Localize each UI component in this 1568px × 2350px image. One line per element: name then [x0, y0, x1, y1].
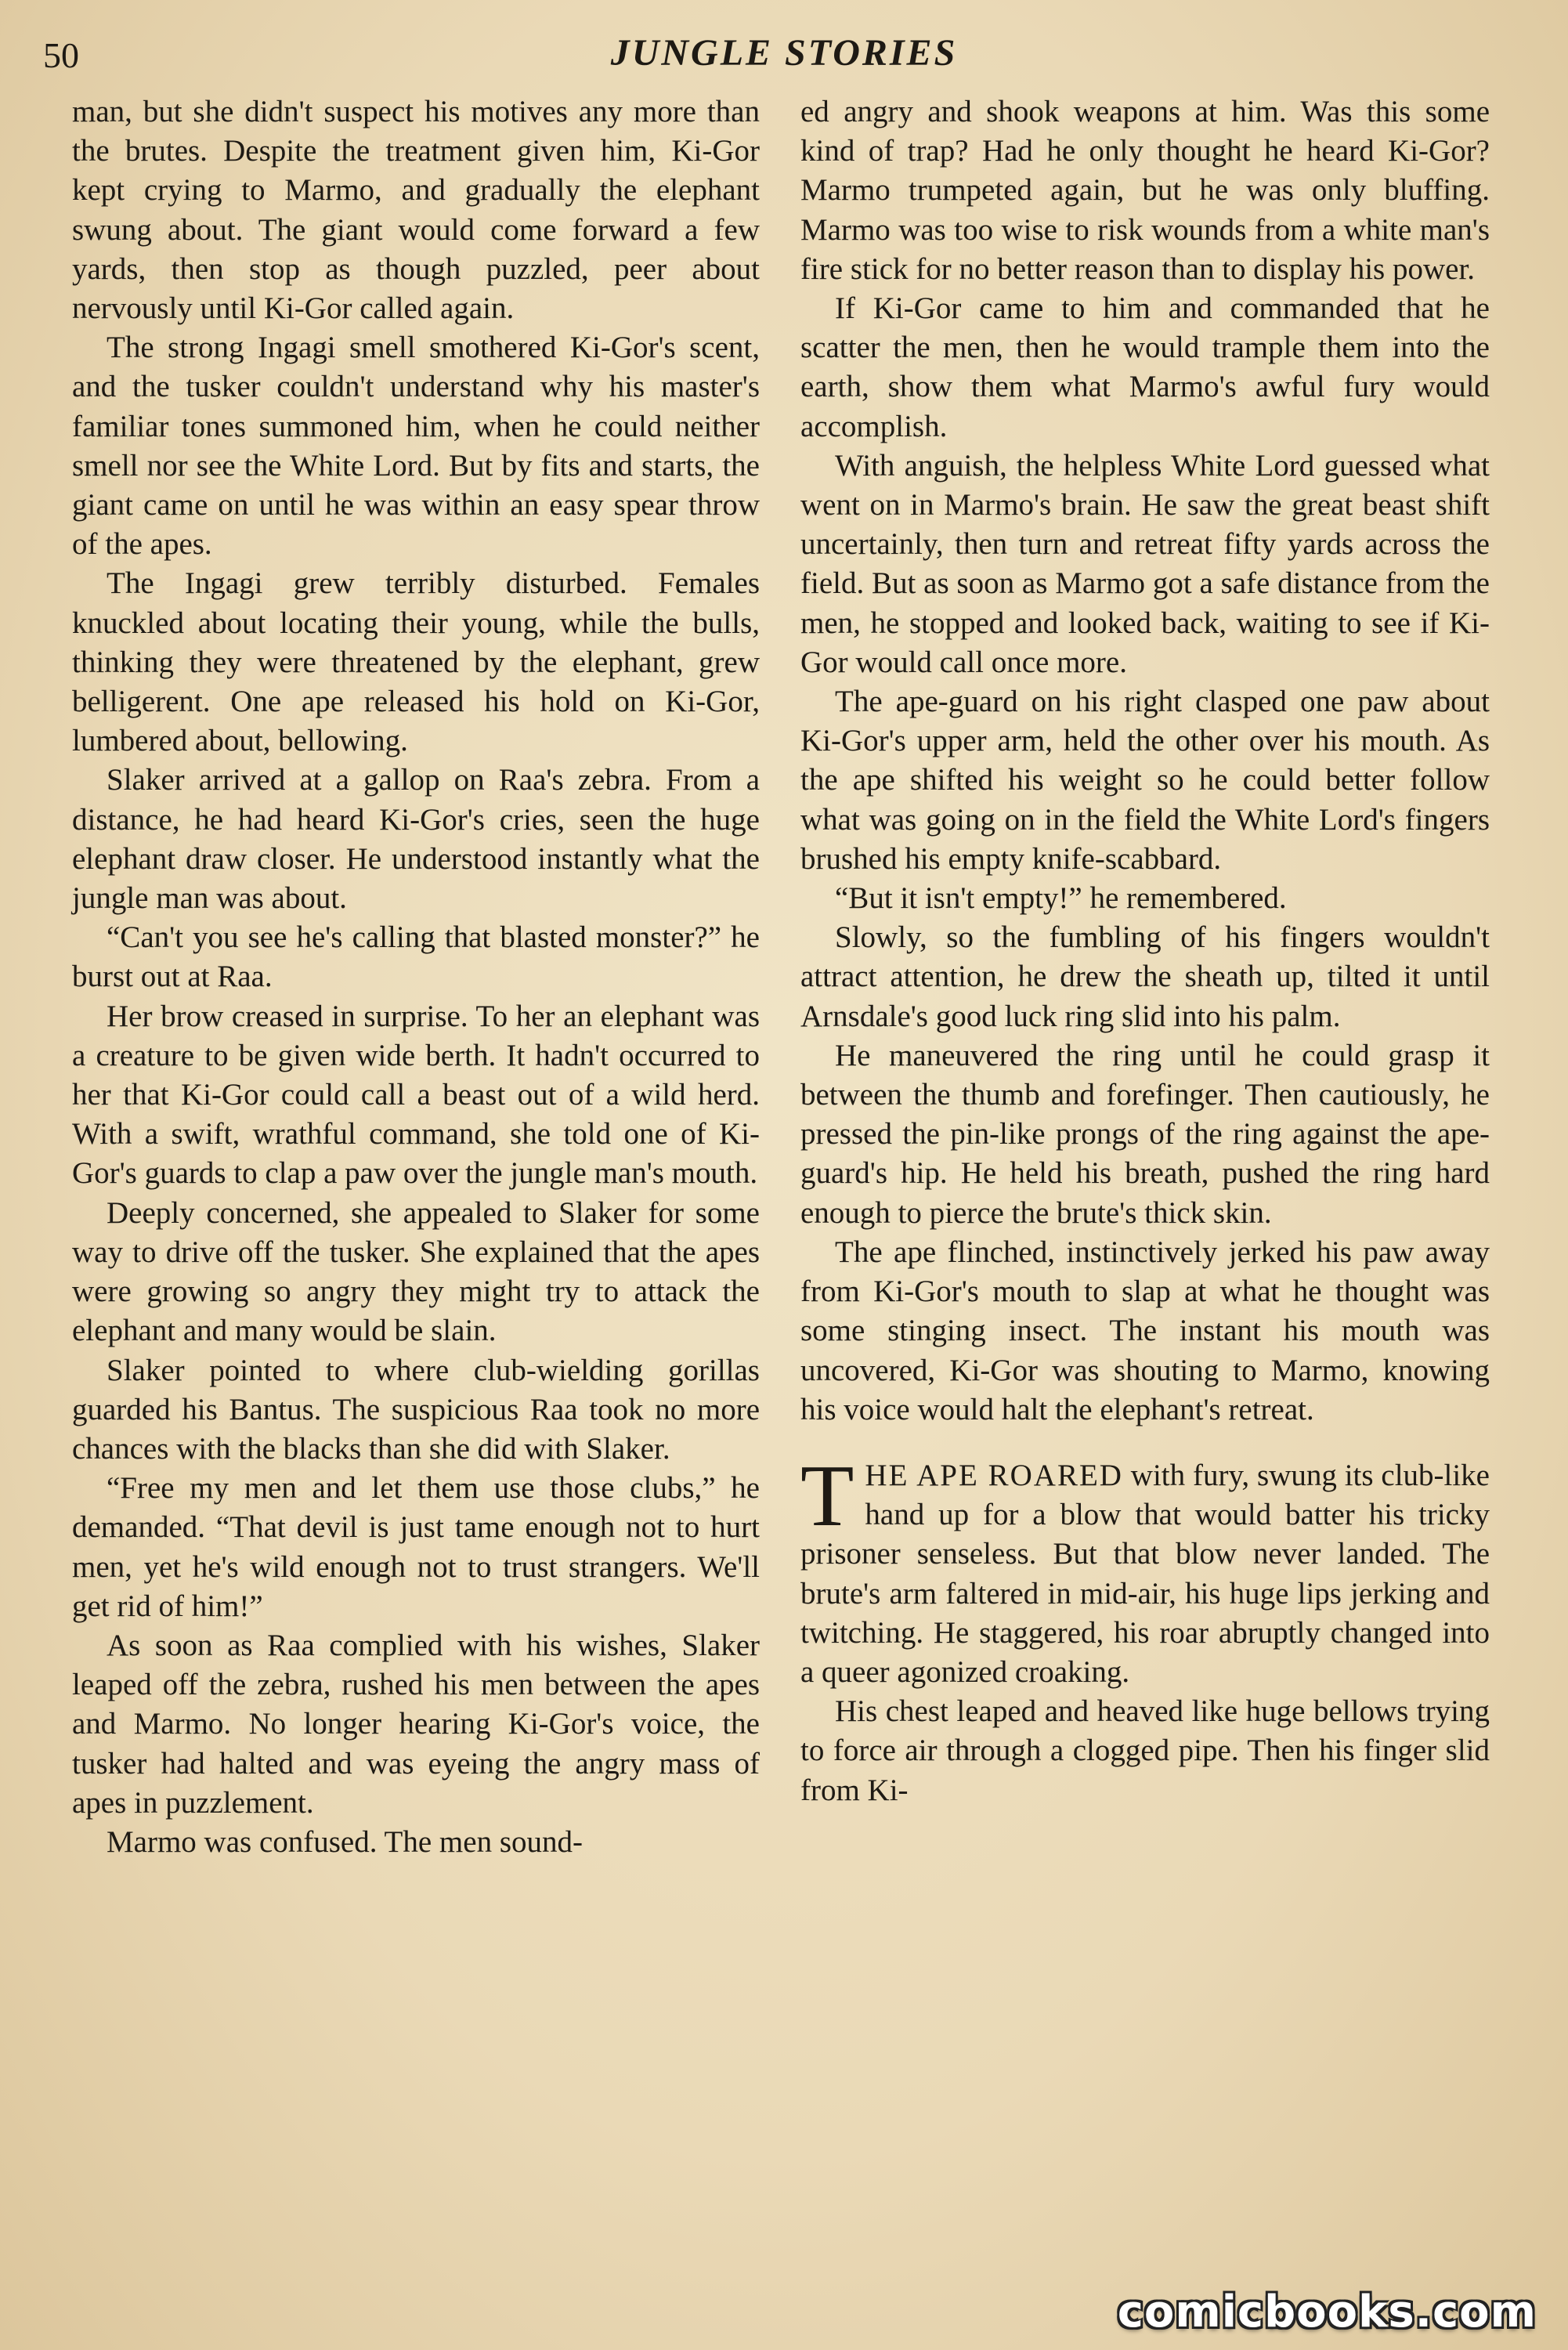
paragraph: Slaker arrived at a gallop on Raa's zebra. From a distance, he had heard Ki-Gor's cries, seen the huge elephant draw closer. He understood instantly what the jungle man was about. [72, 763, 760, 916]
page-number: 50 [43, 35, 79, 75]
paragraph: He maneuvered the ring until he could grasp it between the thumb and forefinger. Then cautiously, he pressed the pin-like prongs of the ring against the ape-guard's hip. He held his breath, pushed the ring hard enough to pierce the brute's thick skin. [800, 1038, 1490, 1230]
paragraph: “Can't you see he's calling that blasted monster?” he burst out at Raa. [72, 920, 760, 994]
drop-cap: T [800, 1447, 854, 1545]
paragraph: The strong Ingagi smell smothered Ki-Gor's scent, and the tusker couldn't understand why his master's familiar tones summoned him, when he could neither smell nor see the White Lord. But by fits and starts, the giant came on until he was within an easy spear throw of the apes. [72, 331, 760, 562]
watermark-logo: comicbooks.com [1117, 2287, 1537, 2337]
paragraph: The ape flinched, instinctively jerked his paw away from Ki-Gor's mouth to slap at what he thought was some stinging insect. The instant his mouth was uncovered, Ki-Gor was shouting to Marmo, knowing his voice would halt the elephant's retreat. [800, 1235, 1490, 1426]
paragraph: The ape-guard on his right clasped one paw about Ki-Gor's upper arm, held the other over his mouth. As the ape shifted his weight so he could better follow what was going on in the field the White Lord's fingers brushed his empty knife-scabbard. [800, 685, 1490, 876]
paragraph: “Free my men and let them use those clubs,” he demanded. “That devil is just tame enough not to hurt men, yet he's wild enough not to trust strangers. We'll get rid of him!” [72, 1471, 760, 1623]
paragraph: man, but she didn't suspect his motives any more than the brutes. Despite the treatment given him, Ki-Gor kept crying to Marmo, and gradually the elephant swung about. The giant would come forward a few yards, then stop as though puzzled, peer about nervously until Ki-Gor called again. [72, 95, 760, 326]
section-lead-in: HE APE ROARED [865, 1458, 1123, 1492]
paragraph: With anguish, the helpless White Lord guessed what went on in Marmo's brain. He saw the great beast shift uncertainly, then turn and retreat fifty yards across the field. But as soon as Marmo got a safe distance from the men, he stopped and looked back, waiting to see if Ki-Gor would call once more. [800, 448, 1490, 679]
section-text: with fury, swung its club-like hand up for a blow that would batter his tricky prisoner senseless. But that blow never landed. The brute's arm faltered in mid-air, his huge lips jerking and twitching. He staggered, his roar abruptly changed into a queer agonized croaking. [800, 1458, 1490, 1689]
paragraph: Deeply concerned, she appealed to Slaker for some way to drive off the tusker. She explained that the apes were growing so angry they might try to attack the elephant and many would be slain. [72, 1195, 760, 1348]
page-header [0, 31, 1568, 86]
paragraph: Her brow creased in surprise. To her an elephant was a creature to be given wide berth. It hadn't occurred to her that Ki-Gor could call a beast out of a wild herd. With a swift, wrathful command, she told one of Ki-Gor's guards to clap a paw over the jungle man's mouth. [72, 999, 760, 1191]
paragraph: “But it isn't empty!” he remembered. [835, 881, 1287, 916]
paragraph: His chest leaped and heaved like huge bellows trying to force air through a clogged pipe. Then his finger slid from Ki- [800, 1694, 1490, 1807]
paragraph: If Ki-Gor came to him and commanded that he scatter the men, then he would trample them into the earth, show them what Marmo's awful fury would accomplish. [800, 291, 1490, 443]
section-opening-paragraph [800, 1447, 1490, 1692]
paragraph: The Ingagi grew terribly disturbed. Females knuckled about locating their young, while the bulls, thinking they were threatened by the elephant, grew belligerent. One ape released his hold on Ki-Gor, lumbered about, bellowing. [72, 566, 760, 758]
paragraph: Slaker pointed to where club-wielding gorillas guarded his Bantus. The suspicious Raa took no more chances with the blacks than she did with Slaker. [72, 1353, 760, 1466]
right-column [800, 92, 1490, 1810]
paragraph: Slowly, so the fumbling of his fingers wouldn't attract attention, he drew the sheath up, tilted it until Arnsdale's good luck ring slid into his palm. [800, 920, 1490, 1033]
paragraph: ed angry and shook weapons at him. Was this some kind of trap? Had he only thought he heard Ki-Gor? Marmo trumpeted again, but he was only bluffing. Marmo was too wise to risk wounds from a white man's fire stick for no better reason than to display his power. [800, 95, 1490, 286]
paragraph: Marmo was confused. The men sound- [107, 1824, 583, 1859]
paragraph: As soon as Raa complied with his wishes, Slaker leaped off the zebra, rushed his men between the apes and Marmo. No longer hearing Ki-Gor's voice, the tusker had halted and was eyeing the angry mass of apes in puzzlement. [72, 1628, 760, 1820]
magazine-title: JUNGLE STORIES [610, 32, 958, 74]
left-column [72, 92, 760, 1862]
